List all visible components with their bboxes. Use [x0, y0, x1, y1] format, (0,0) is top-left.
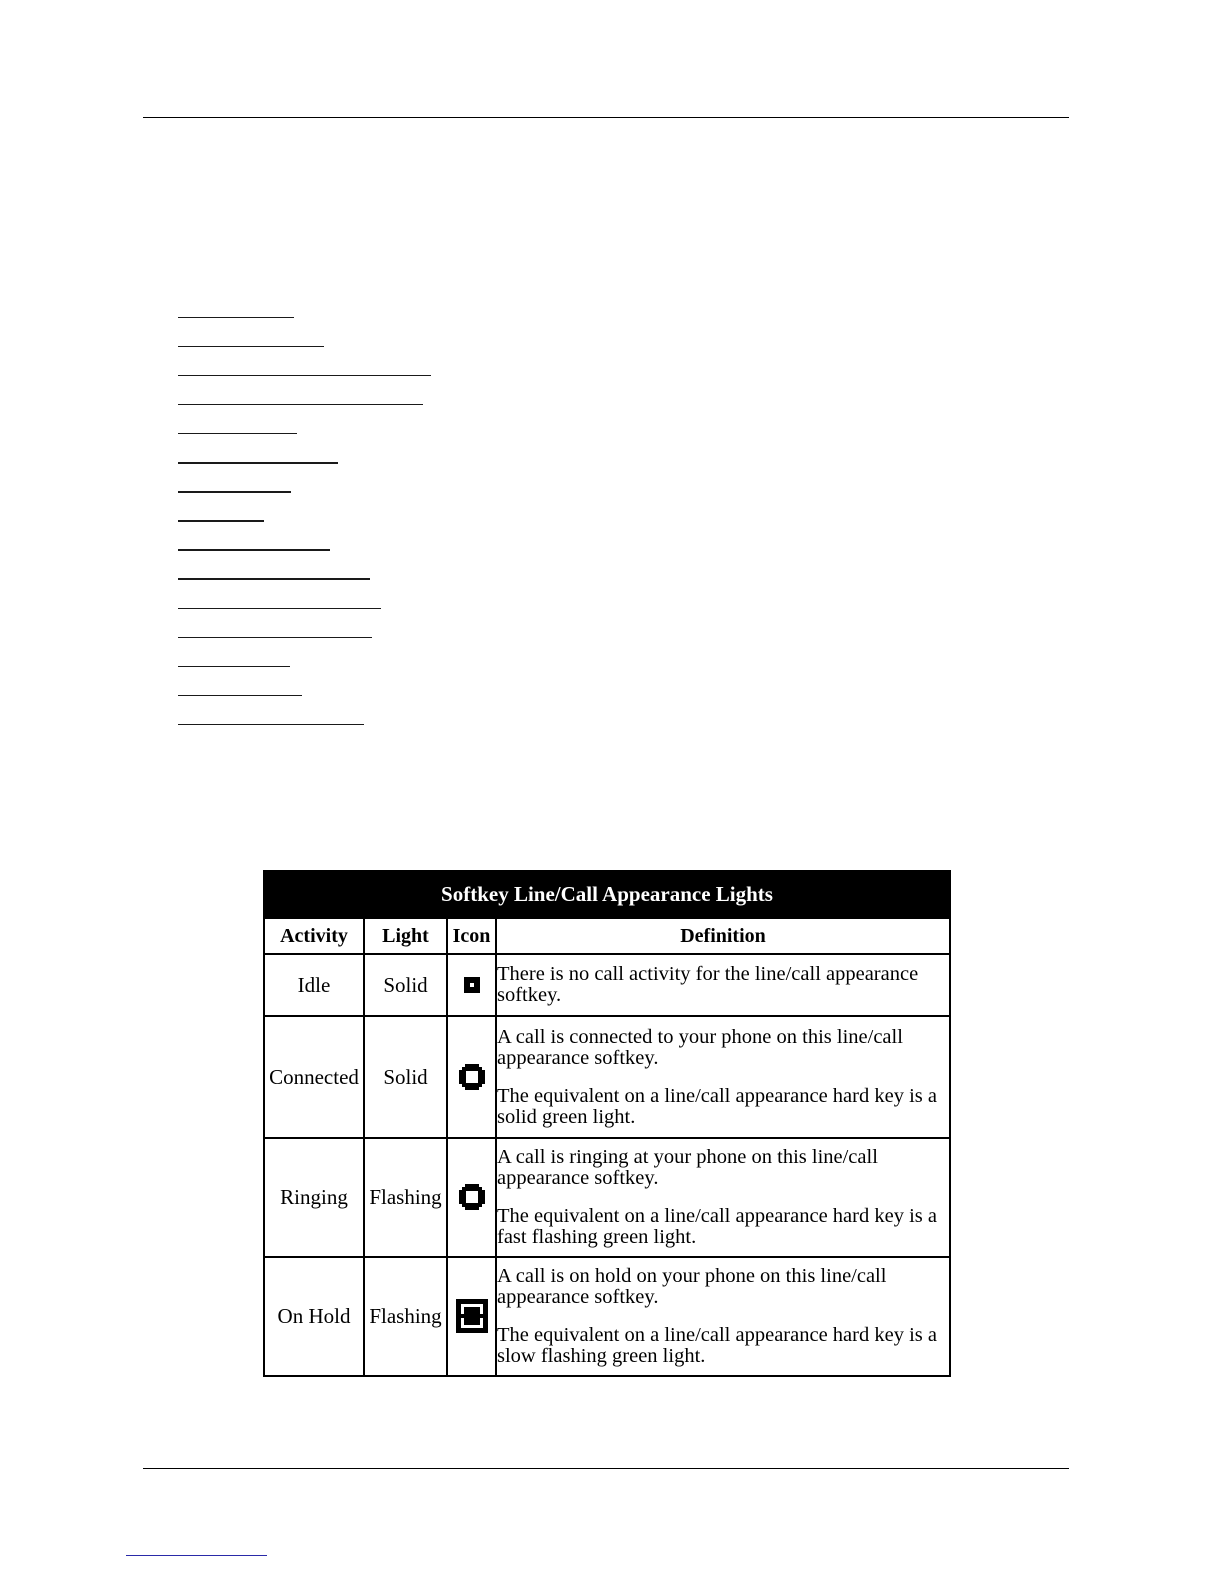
definition-cell: [496, 954, 950, 1017]
idle-square-icon: [464, 977, 480, 993]
column-header-activity: Activity: [264, 918, 364, 953]
hold-square-icon: [456, 1299, 488, 1333]
definition-text: The equivalent on a line/call appearance hard key is a fast flashing green light.: [497, 1204, 937, 1248]
table-row: [264, 1257, 950, 1376]
table-title: Softkey Line/Call Appearance Lights: [264, 871, 950, 918]
light-cell: Flashing: [364, 1257, 447, 1376]
light-cell: Solid: [364, 1016, 447, 1137]
definition-text: The equivalent on a line/call appearance hard key is a solid green light.: [497, 1084, 937, 1128]
light-cell: Flashing: [364, 1138, 447, 1257]
table-row: [264, 954, 950, 1017]
connected-ring-icon: [458, 1063, 486, 1091]
icon-cell: [447, 1257, 496, 1376]
definition-text: There is no call activity for the line/call appearance softkey.: [497, 963, 919, 1007]
definition-text: A call is connected to your phone on this line/call appearance softkey.: [497, 1025, 903, 1069]
definition-text: A call is ringing at your phone on this line/call appearance softkey.: [497, 1145, 878, 1189]
header-rule: [143, 117, 1069, 118]
activity-cell: Connected: [264, 1016, 364, 1137]
column-header-icon: Icon: [447, 918, 496, 953]
activity-cell: Ringing: [264, 1138, 364, 1257]
definition-text: A call is on hold on your phone on this line/call appearance softkey.: [497, 1264, 887, 1308]
column-header-definition: Definition: [496, 918, 950, 953]
definition-text: The equivalent on a line/call appearance hard key is a slow flashing green light.: [497, 1323, 937, 1367]
icon-cell: [447, 954, 496, 1017]
activity-cell: On Hold: [264, 1257, 364, 1376]
definition-cell: [496, 1138, 950, 1257]
footer-rule: [143, 1468, 1069, 1469]
column-header-light: Light: [364, 918, 447, 953]
ringing-ring-icon: [458, 1183, 486, 1211]
activity-cell: Idle: [264, 954, 364, 1017]
softkey-lights-table: [263, 870, 951, 1377]
footer-link[interactable]: [126, 1555, 267, 1556]
icon-cell: [447, 1138, 496, 1257]
light-cell: Solid: [364, 954, 447, 1017]
definition-cell: [496, 1016, 950, 1137]
definition-cell: [496, 1257, 950, 1376]
table-row: [264, 1138, 950, 1257]
table-row: [264, 1016, 950, 1137]
icon-cell: [447, 1016, 496, 1137]
